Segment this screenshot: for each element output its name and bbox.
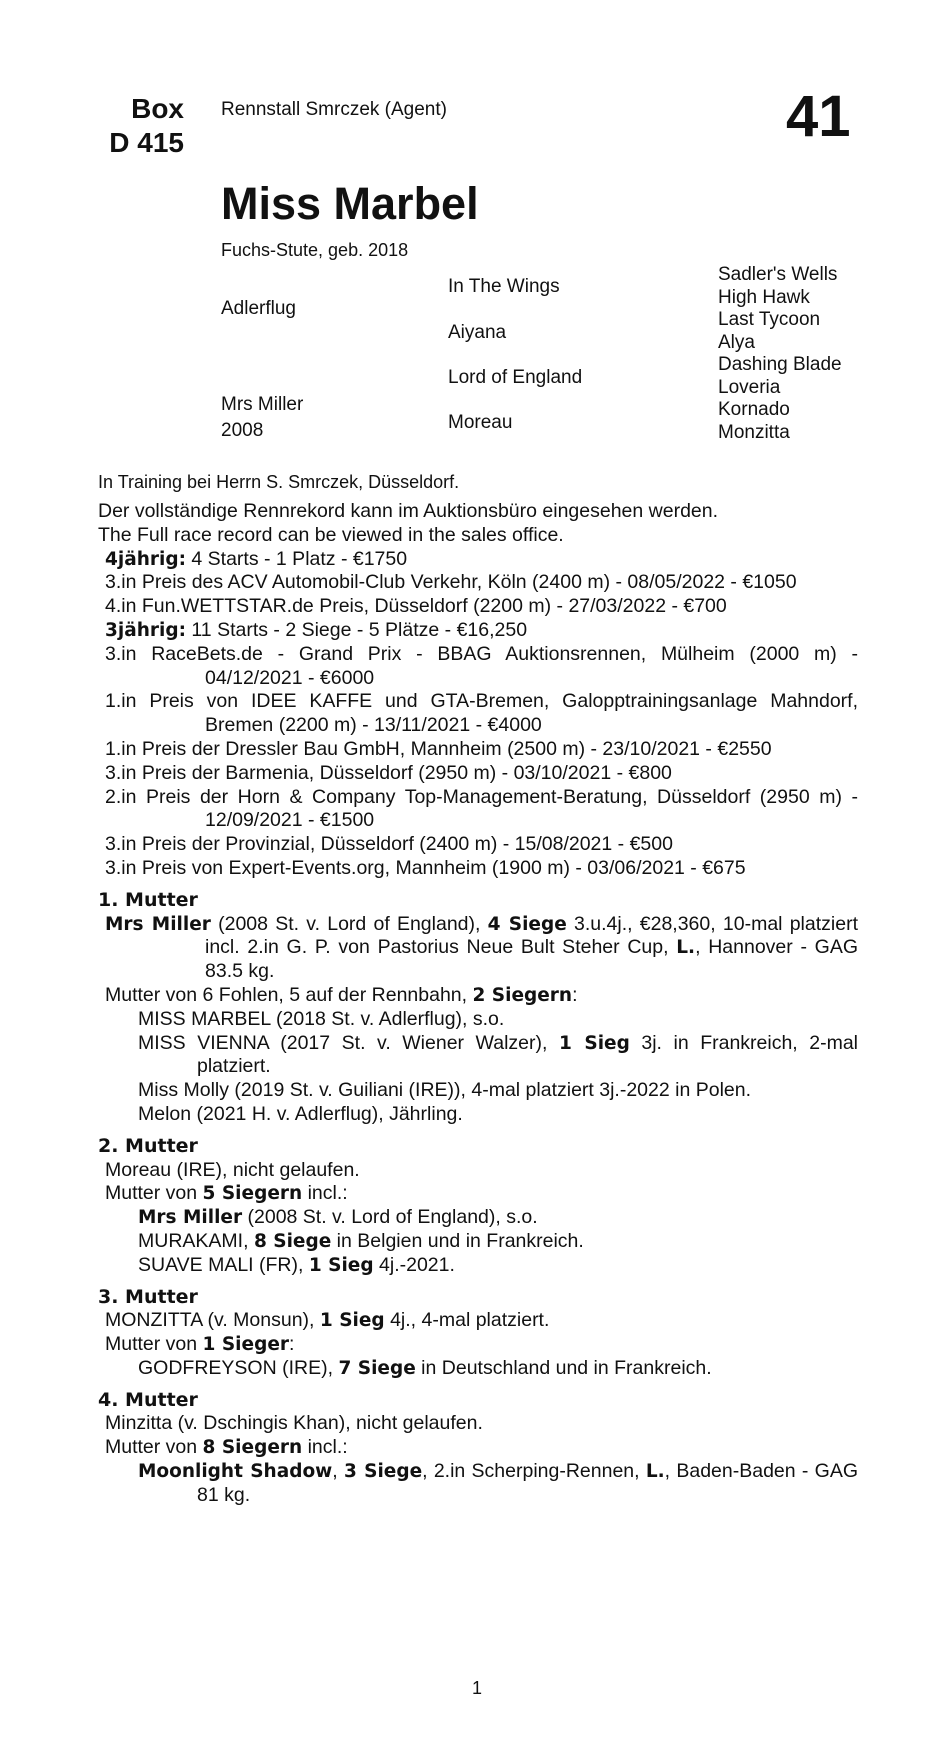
pedigree-gg-3: Last Tycoon xyxy=(718,309,821,330)
page-number: 1 xyxy=(472,1678,483,1698)
pedigree-gg-7: Kornado xyxy=(718,399,790,420)
pedigree-gg-5: Dashing Blade xyxy=(718,354,842,375)
record-note-de: Der vollständige Rennrekord kann im Auktionsbüro eingesehen werden. xyxy=(98,500,719,522)
produce-item: MISS VIENNA (2017 St. v. Wiener Walzer), 1 Sieg 3j. in Frankreich, 2-mal platziert. xyxy=(138,1031,859,1078)
pedigree-dam-dam: Moreau xyxy=(448,412,513,433)
catalogue-body xyxy=(98,500,858,1508)
produce-item: Miss Molly (2019 St. v. Guiliani (IRE)), 4-mal platziert 3j.-2022 in Polen. xyxy=(138,1079,752,1102)
dam3-record: MONZITTA (v. Monsun), 1 Sieg 4j., 4-mal platziert. xyxy=(105,1309,550,1332)
box-title: Box xyxy=(131,93,184,124)
dam1-record: Mrs Miller (2008 St. v. Lord of England), 4 Siege 3.u.4j., €28,360, 10-mal platziert incl. 2.in G. P. von Pastorius Neue Bult Steher Cup, L., Hannover - GAG 83.5 kg. xyxy=(105,912,858,983)
age3-summary: 3jährig: 11 Starts - 2 Siege - 5 Plätze - €16,250 xyxy=(105,618,528,641)
dam3-foals: Mutter von 1 Sieger: xyxy=(105,1333,295,1356)
dam1-name: Mrs Miller xyxy=(105,913,211,935)
race-line: 1.in Preis der Dressler Bau GmbH, Mannheim (2500 m) - 23/10/2021 - €2550 xyxy=(105,737,772,760)
race-line: 3.in Preis der Barmenia, Düsseldorf (2950 m) - 03/10/2021 - €800 xyxy=(105,761,672,784)
pedigree-gg xyxy=(718,264,842,444)
race-line: 1.in Preis von IDEE KAFFE und GTA-Bremen, Galopptrainingsanlage Mahndorf, Bremen (2200 m) - 13/11/2021 - €4000 xyxy=(105,690,858,737)
dam4-record: Minzitta (v. Dschingis Khan), nicht gelaufen. xyxy=(105,1412,483,1435)
age4-summary: 4jährig: 4 Starts - 1 Platz - €1750 xyxy=(105,547,408,570)
pedigree-dam: Mrs Miller xyxy=(221,394,304,415)
produce-item: GODFREYSON (IRE), 7 Siege in Deutschland und in Frankreich. xyxy=(138,1356,712,1379)
pedigree-gg-4: Alya xyxy=(718,331,755,353)
race-line: 4.in Fun.WETTSTAR.de Preis, Düsseldorf (2200 m) - 27/03/2022 - €700 xyxy=(105,595,727,618)
box-number: D 415 xyxy=(109,127,184,158)
lot-number: 41 xyxy=(786,84,851,149)
pedigree-gg-8: Monzitta xyxy=(718,421,790,443)
horse-name: Miss Marbel xyxy=(221,178,479,229)
produce-item: Melon (2021 H. v. Adlerflug), Jährling. xyxy=(138,1102,463,1125)
horse-description: Fuchs-Stute, geb. 2018 xyxy=(221,240,409,260)
race-line: 3.in Preis von Expert-Events.org, Mannheim (1900 m) - 03/06/2021 - €675 xyxy=(105,856,746,879)
pedigree-dam-sire: Lord of England xyxy=(448,367,583,388)
pedigree-sire-dam: Aiyana xyxy=(448,322,507,343)
race-line: 3.in Preis des ACV Automobil-Club Verkehr, Köln (2400 m) - 08/05/2022 - €1050 xyxy=(105,571,797,594)
produce-item: MURAKAMI, 8 Siege in Belgien und in Frankreich. xyxy=(138,1229,584,1252)
race-line: 3.in RaceBets.de - Grand Prix - BBAG Auktionsrennen, Mülheim (2000 m) - 04/12/2021 - €6000 xyxy=(105,642,858,689)
produce-item: Moonlight Shadow, 3 Siege, 2.in Scherping-Rennen, L., Baden-Baden - GAG 81 kg. xyxy=(138,1460,859,1506)
produce-item: MISS MARBEL (2018 St. v. Adlerflug), s.o. xyxy=(138,1007,505,1030)
consignor: Rennstall Smrczek (Agent) xyxy=(221,99,447,120)
age3-label: 3jährig: xyxy=(105,619,186,641)
dam1-heading: 1. Mutter xyxy=(98,888,198,911)
pedigree-gg-2: High Hawk xyxy=(718,286,810,308)
pedigree-sire-sire: In The Wings xyxy=(448,276,560,297)
dam4-foals: Mutter von 8 Siegern incl.: xyxy=(105,1436,348,1459)
dam4-heading: 4. Mutter xyxy=(98,1388,198,1411)
dam2-record: Moreau (IRE), nicht gelaufen. xyxy=(105,1158,360,1181)
age4-label: 4jährig: xyxy=(105,548,186,570)
dam1-foals: Mutter von 6 Fohlen, 5 auf der Rennbahn, 2 Siegern: xyxy=(105,983,578,1006)
race-line: 2.in Preis der Horn & Company Top-Management-Beratung, Düsseldorf (2950 m) - 12/09/2021 - €1500 xyxy=(105,785,858,832)
dam2-foals: Mutter von 5 Siegern incl.: xyxy=(105,1182,348,1205)
dam2-heading: 2. Mutter xyxy=(98,1134,198,1157)
pedigree-gg-6: Loveria xyxy=(718,376,781,398)
produce-item: SUAVE MALI (FR), 1 Sieg 4j.-2021. xyxy=(138,1253,455,1276)
pedigree-gg-1: Sadler's Wells xyxy=(718,264,838,285)
produce-item: Mrs Miller (2008 St. v. Lord of England), s.o. xyxy=(138,1206,538,1229)
race-line: 3.in Preis der Provinzial, Düsseldorf (2400 m) - 15/08/2021 - €500 xyxy=(105,833,673,856)
dam3-heading: 3. Mutter xyxy=(98,1285,198,1308)
pedigree-sire: Adlerflug xyxy=(221,298,296,319)
record-note-en: The Full race record can be viewed in the sales office. xyxy=(98,523,564,546)
training-info: In Training bei Herrn S. Smrczek, Düsseldorf. xyxy=(98,472,460,492)
box-label xyxy=(98,92,184,160)
pedigree-dam-year: 2008 xyxy=(221,420,264,441)
